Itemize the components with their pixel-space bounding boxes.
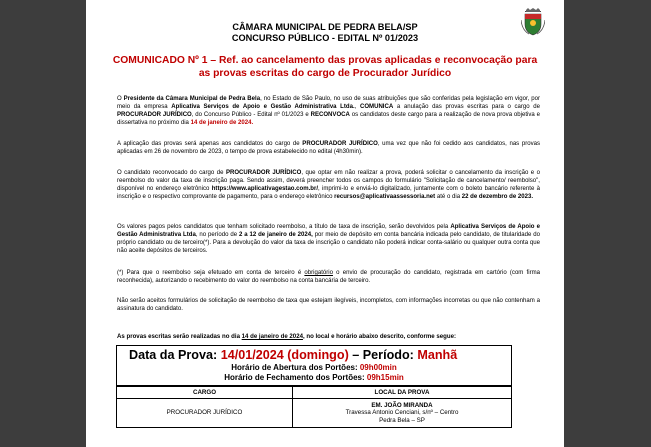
exam-location-table [116,386,512,428]
communique-title [106,55,544,80]
paragraph-third-party-note: (*) Para que o reembolso seja efetuado em conta de terceiro é obrigatório o envio de procuração do candidato, registrada em cartório (com firma reconhecida), autorizando o recebimento do valor do reembolso na conta bancária de terceiro. [117,270,540,284]
paragraph-application-scope: A aplicação das provas será apenas aos candidatos do cargo de PROCURADOR JURÍDICO, uma vez que não foi cedido aos candidatos, nas provas aplicadas em 26 de novembro de 2023, o tempo de prova estabelecido no edital (4h30min). [117,141,540,155]
title-line-1: COMUNICADO Nº 1 – Ref. ao cancelamento das provas aplicadas e reconvocação para [112,55,538,66]
exam-date-value: 14/01/2024 (domingo) [220,348,349,362]
email-link[interactable]: recursos@aplicativaassessoria.net [334,193,436,200]
cell-local [293,399,512,428]
exam-lead-sentence: As provas escritas serão realizadas no dia 14 de janeiro de 2024, no local e horário abaixo descrito, conforme segue: [117,333,457,340]
cell-cargo: PROCURADOR JURÍDICO [117,399,293,428]
school-street: Travessa Antonio Cenciani, s/nº – Centro [345,409,459,417]
coat-of-arms-icon [521,8,545,36]
table-row [117,399,512,428]
document-page [86,0,564,447]
paragraph-communication: O Presidente da Câmara Municipal de Pedra Bela, no Estado de São Paulo, no uso de suas atribuições que são conferidas pela legislação em vigor, por meio da empresa Aplicativa Serviços de Apoio e Gestão Administrativa Ltda., COMUNICA a anulação das provas escritas para o cargo de PROCURADOR JURÍDICO, do Concurso Público - Edital nº 01/2023 e RECONVOCA os candidatos deste cargo para a realização de nova prova objetiva e dissertativa no próximo dia 14 de janeiro de 2024. [117,96,541,126]
header-line-2: CONCURSO PÚBLICO - EDITAL Nº 01/2023 [231,33,419,43]
table-header-row [117,387,512,399]
website-link[interactable]: https://www.aplicativagestao.com.br/ [211,185,319,192]
school-city: Pedra Bela – SP [379,416,425,424]
header-line-1: CÂMARA MUNICIPAL DE PEDRA BELA/SP [232,22,418,32]
paragraph-refund-request: O candidato reconvocado do cargo de PROCURADOR JURÍDICO, que optar em não realizar a prova, poderá solicitar o cancelamento da inscrição e o reembolso do valor da taxa de inscrição paga. Sendo assim, deverá preencher todos os campos do formulário "Solicitação de cancelamento/ reembolso", disponível no endereço eletrônico https://www.aplicativagestao.com.br/, imprimi-lo e enviá-lo digitalizado, juntamente com o boleto bancário referente à inscrição e o respectivo comprovante de pagamento, para o endereço eletrônico recursos@aplicativaassessoria.net até o dia 22 de dezembro de 2023. [117,170,541,200]
gate-closing-line: Horário de Fechamento dos Portões: 09h15min [224,373,404,382]
gate-times [117,363,511,385]
exam-schedule-box [116,345,512,386]
school-name: EM. JOÃO MIRANDA [371,401,433,409]
title-line-2: as provas escritas do cargo de Procurador Jurídico [198,67,452,79]
column-header-local: LOCAL DA PROVA [293,387,512,399]
column-header-cargo: CARGO [117,387,293,399]
exam-date-line: Data da Prova: 14/01/2024 (domingo) – Período: Manhã [129,348,458,362]
paragraph-refund-payment: Os valores pagos pelos candidatos que tenham solicitado reembolso, a título de taxa de inscrição, serão devolvidos pela Aplicativa Serviços de Apoio e Gestão Administrativa Ltda, no período de 2 a 12 de janeiro de 2024, por meio de depósito em conta bancária indicada pelo candidato, de titularidade do próprio candidato ou de terceiro(*). Para a devolução do valor da taxa de inscrição o candidato não poderá indicar conta-salário ou qualquer outra conta que não aceite depósitos de terceiros. [117,224,540,254]
gate-opening-line: Horário de Abertura dos Portões: 09h00min [231,363,397,372]
document-header [86,22,564,44]
exam-period: Manhã [417,348,458,362]
paragraph-rejection-note: Não serão aceitos formulários de solicitação de reembolso de taxa que estejam ilegíveis, incompletos, com informações incorretas ou que não contenham a assinatura do candidato. [117,298,540,312]
